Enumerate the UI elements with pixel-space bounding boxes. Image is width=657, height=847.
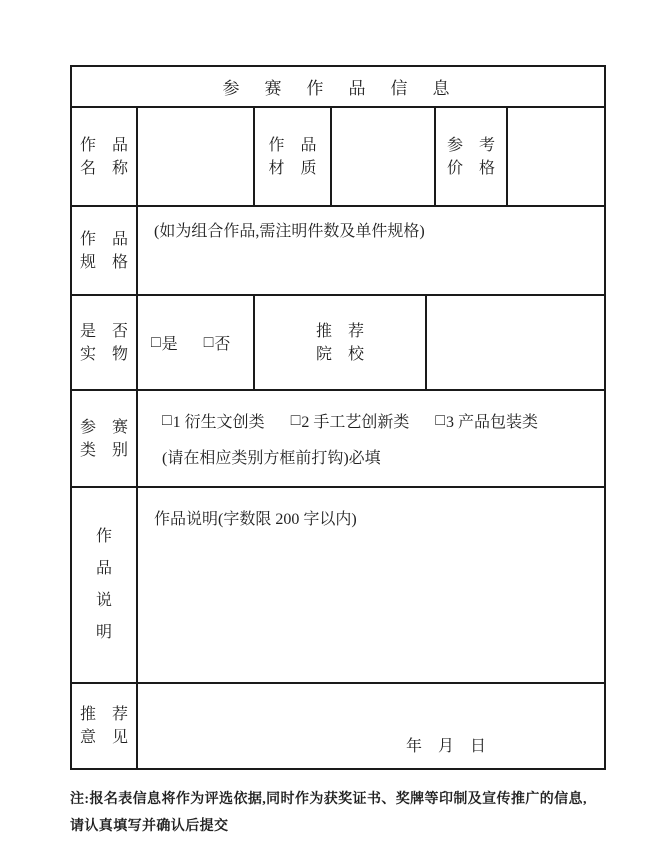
description-field[interactable] <box>138 488 604 682</box>
category-label-line1: 参 赛 <box>79 418 128 436</box>
checkbox-icon: □ <box>162 411 172 429</box>
category-label-line2: 类 别 <box>79 441 128 459</box>
table-title: 参 赛 作 品 信 息 <box>222 79 454 98</box>
physical-label-line2: 实 物 <box>79 345 128 363</box>
description-hint: 作品说明(字数限 200 字以内) <box>154 511 357 528</box>
description-row <box>72 488 604 684</box>
work-name-field[interactable] <box>138 108 255 205</box>
recommendation-row <box>72 684 604 768</box>
category-row <box>72 391 604 488</box>
school-label <box>255 296 427 389</box>
material-label-line2: 材 质 <box>268 159 317 177</box>
checkbox-no-label: 否 <box>214 336 231 353</box>
school-field[interactable] <box>427 296 604 389</box>
price-label-line2: 价 格 <box>446 159 495 177</box>
recommendation-label-line1: 推 荐 <box>79 706 128 723</box>
checkbox-icon: □ <box>203 333 214 351</box>
work-name-label-line2: 名 称 <box>79 159 128 177</box>
recommendation-label-line2: 意 见 <box>79 729 128 746</box>
spec-hint: (如为组合作品,需注明件数及单件规格) <box>154 223 425 240</box>
date-line: 年 月 日 <box>405 738 486 755</box>
material-label-line1: 作 品 <box>268 136 317 154</box>
work-name-label-line1: 作 品 <box>79 136 128 154</box>
note-line-2: 请认真填写并确认后提交 <box>70 819 229 834</box>
checkbox-no[interactable] <box>204 331 231 354</box>
checkbox-category-2[interactable] <box>291 409 410 432</box>
spec-label <box>72 207 138 294</box>
price-label <box>436 108 508 205</box>
note-line-1: 注:报名表信息将作为评选依据,同时作为获奖证书、奖牌等印制及宣传推广的信息, <box>70 792 587 807</box>
price-field[interactable] <box>508 108 604 205</box>
material-label <box>255 108 332 205</box>
physical-row <box>72 296 604 391</box>
physical-options-field <box>138 296 255 389</box>
physical-label-line1: 是 否 <box>79 322 128 340</box>
recommendation-field[interactable] <box>138 684 604 768</box>
checkbox-yes[interactable] <box>151 331 178 354</box>
work-name-label <box>72 108 138 205</box>
description-label <box>72 488 138 682</box>
spec-label-line2: 规 格 <box>79 253 128 271</box>
category-note: (请在相应类别方框前打钩)必填 <box>162 450 381 467</box>
description-label-char4: 明 <box>95 624 112 641</box>
category-label <box>72 391 138 486</box>
description-label-char3: 说 <box>95 592 112 609</box>
physical-label <box>72 296 138 389</box>
category-option-3-label: 3 产品包装类 <box>446 414 539 431</box>
description-label-char2: 品 <box>95 560 112 577</box>
footer-note <box>70 786 618 840</box>
spec-field[interactable] <box>138 207 604 294</box>
spec-row <box>72 207 604 296</box>
category-option-2-label: 2 手工艺创新类 <box>301 414 410 431</box>
header-row <box>72 67 604 108</box>
price-label-line1: 参 考 <box>446 136 495 154</box>
basic-info-row <box>72 108 604 207</box>
checkbox-icon: □ <box>151 333 161 351</box>
recommendation-label <box>72 684 138 768</box>
description-label-char1: 作 <box>95 528 112 545</box>
checkbox-category-1[interactable] <box>162 409 265 432</box>
spec-label-line1: 作 品 <box>79 230 128 248</box>
material-field[interactable] <box>332 108 436 205</box>
school-label-line2: 院 校 <box>315 345 364 363</box>
checkbox-category-3[interactable] <box>435 409 538 432</box>
checkbox-icon: □ <box>435 411 446 429</box>
checkbox-yes-label: 是 <box>161 336 178 353</box>
checkbox-icon: □ <box>290 411 301 429</box>
entry-info-table <box>70 65 606 770</box>
category-options <box>162 409 604 432</box>
category-option-1-label: 1 衍生文创类 <box>172 414 265 431</box>
category-field <box>138 391 604 486</box>
school-label-line1: 推 荐 <box>315 322 364 340</box>
